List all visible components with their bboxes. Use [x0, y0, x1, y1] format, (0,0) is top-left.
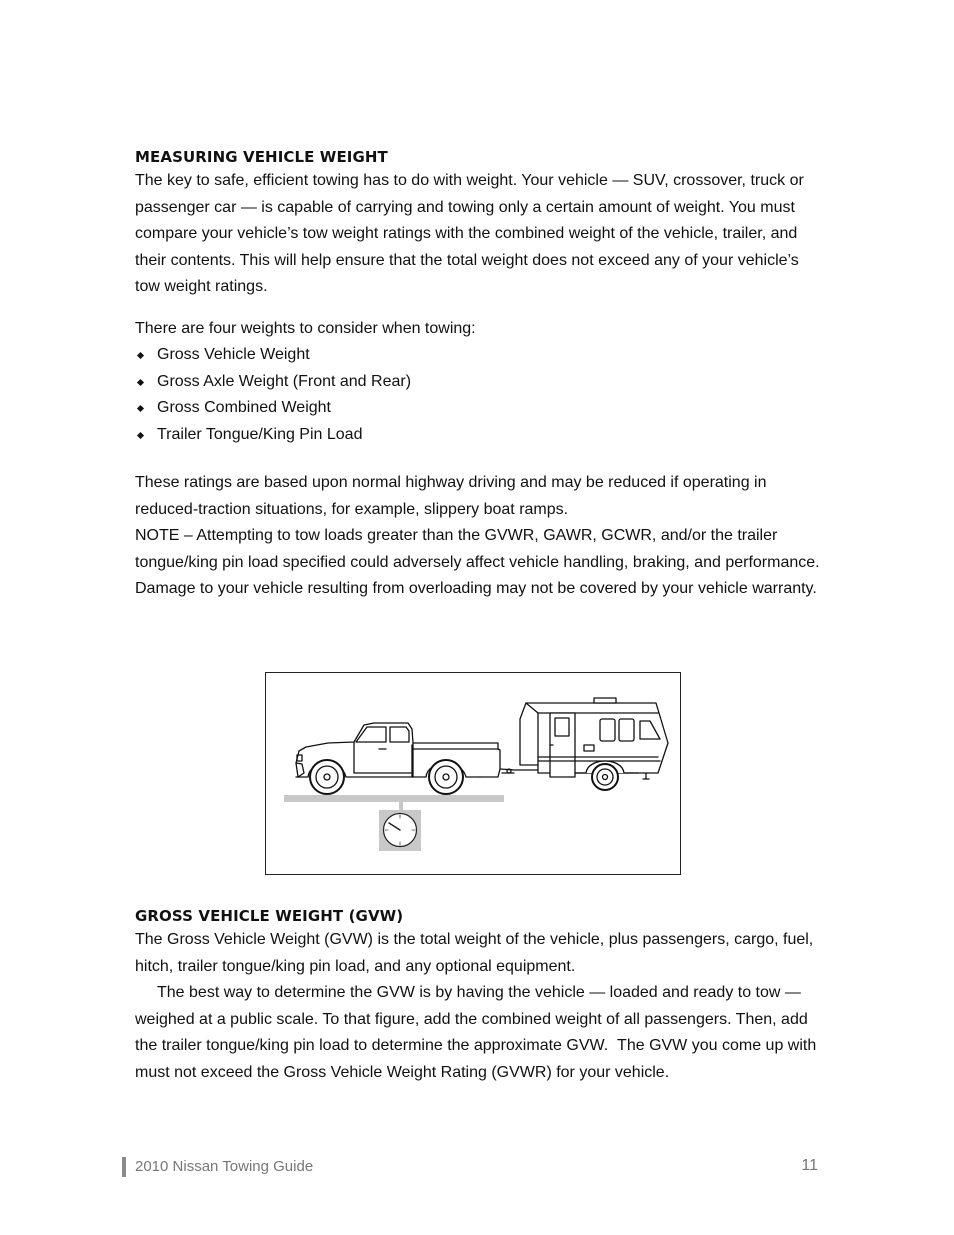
list-item: Gross Combined Weight: [135, 395, 411, 422]
footer-title: 2010 Nissan Towing Guide: [135, 1158, 314, 1175]
page-number: 11: [801, 1157, 818, 1174]
footer-accent-bar: [122, 1157, 126, 1177]
section-heading-measuring-weight: MEASURING VEHICLE WEIGHT: [135, 148, 388, 166]
note-text: Attempting to tow loads greater than the GVWR, GAWR, GCWR, and/or the trailer tongue/king pin load specified could adversely affect vehicle handling, braking, and performance. Damage to your vehicle resulting from overloading may not be covered by your vehicle warranty.: [135, 527, 820, 598]
gvw-definition-paragraph: The Gross Vehicle Weight (GVW) is the total weight of the vehicle, plus passengers, cargo, fuel, hitch, trailer tongue/king pin load, and any optional equipment.: [135, 931, 814, 975]
list-item: Gross Axle Weight (Front and Rear): [135, 369, 411, 396]
diamond-bullet-icon: [137, 379, 144, 386]
note-label: NOTE –: [135, 527, 193, 545]
diamond-bullet-icon: [137, 405, 144, 412]
list-item: Trailer Tongue/King Pin Load: [135, 422, 411, 449]
diamond-bullet-icon: [137, 352, 144, 359]
gvw-method-paragraph: The best way to determine the GVW is by having the vehicle — loaded and ready to tow — weighed at a public scale. To that figure, add the combined weight of all passengers. Then, add the trailer tongue/king pin load to determine the approximate GVW. The GVW you come up with must not exceed the Gross Vehicle Weight Rating (GVWR) for your vehicle.: [135, 984, 817, 1081]
truck-camper-on-scale-illustration: [265, 672, 681, 875]
ratings-paragraph: These ratings are based upon normal highway driving and may be reduced if operating in reduced-traction situations, for example, slippery boat ramps. NOTE – Attempting to tow loads greater than the GVWR, GAWR, GCWR, and/or the trailer tongue/king pin load specified could adversely affect vehicle handling, braking, and performance. Damage to your vehicle resulting from overloading may not be covered by your vehicle warranty.: [135, 474, 820, 598]
four-weights-intro: There are four weights to consider when towing:: [135, 320, 476, 337]
gvw-warning-text: The GVW you come up with must not exceed the Gross Vehicle Weight Rating (GVWR) for your vehicle.: [135, 1037, 817, 1081]
section-heading-gvw: GROSS VEHICLE WEIGHT (GVW): [135, 907, 404, 925]
intro-paragraph: The key to safe, efficient towing has to do with weight. Your vehicle — SUV, crossover, truck or passenger car — is capable of carrying and towing only a certain amount of weight. You must compare your vehicle’s tow weight ratings with the combined weight of the vehicle, trailer, and their contents. This will help ensure that the total weight does not exceed any of your vehicle’s tow weight ratings.: [135, 172, 804, 296]
diamond-bullet-icon: [137, 432, 144, 439]
list-item: Gross Vehicle Weight: [135, 342, 411, 369]
weights-list: [135, 342, 411, 448]
